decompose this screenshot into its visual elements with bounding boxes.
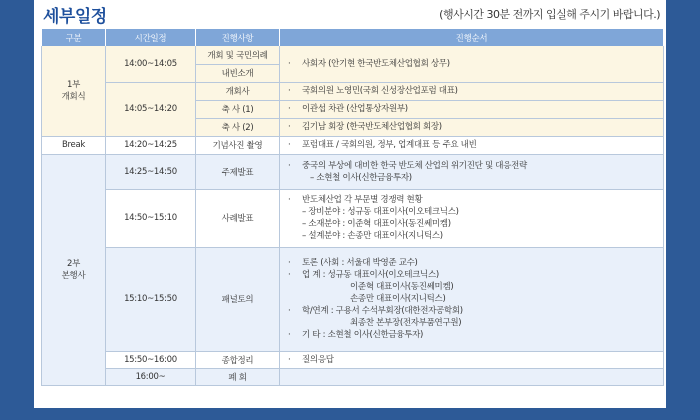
item-cell: 개회 및 국민의례	[196, 46, 280, 64]
order-cell: · 국회의원 노영민(국회 신성장산업포럼 대표)	[280, 82, 664, 100]
header-time: 시간일정	[106, 29, 196, 46]
time-cell: 14:00~14:05	[106, 46, 196, 82]
group-cell-opening: 1부 개회식	[42, 46, 106, 136]
item-cell: 내빈소개	[196, 64, 280, 82]
order-cell: · 질의응답	[280, 351, 664, 368]
item-cell: 축 사 (1)	[196, 100, 280, 118]
table-row	[42, 154, 664, 189]
item-cell: 사례발표	[196, 189, 280, 247]
page-title: 세부일정	[43, 7, 107, 27]
table-row	[42, 351, 664, 368]
header-group: 구분	[42, 29, 106, 46]
group-cell-main: 2부 본행사	[42, 154, 106, 385]
order-cell: · 중국의 부상에 대비한 한국 반도체 산업의 위기진단 및 대응전략 – 소현철 이사(신한금융투자)	[280, 154, 664, 189]
item-cell: 축 사 (2)	[196, 118, 280, 136]
schedule-table	[41, 29, 664, 386]
item-cell: 폐 회	[196, 368, 280, 385]
order-cell: · 반도체산업 각 부문별 경쟁력 현황 – 장비분야 : 성규동 대표이사(이오테크닉스) – 소재분야 : 이준혁 대표이사(동진쎄미켐) – 설계분야 : 손종만 대표이사(지니틱스)	[280, 189, 664, 247]
time-cell: 14:20~14:25	[106, 136, 196, 154]
schedule-panel	[34, 0, 666, 408]
time-cell: 15:10~15:50	[106, 247, 196, 351]
group-cell-break: Break	[42, 136, 106, 154]
order-cell: · 사회자 (안기현 한국반도체산업협회 상무)	[280, 46, 664, 82]
time-cell: 14:50~15:10	[106, 189, 196, 247]
item-cell: 기념사진 촬영	[196, 136, 280, 154]
item-cell: 개회사	[196, 82, 280, 100]
table-header-row	[42, 29, 664, 46]
order-cell: · 이관섭 차관 (산업통상자원부)	[280, 100, 664, 118]
table-row	[42, 368, 664, 385]
header-item: 진행사항	[196, 29, 280, 46]
order-cell: · 포럼대표 / 국회의원, 정부, 업계대표 등 주요 내빈	[280, 136, 664, 154]
time-cell: 16:00~	[106, 368, 196, 385]
table-row	[42, 136, 664, 154]
order-cell: · 토론 (사회 : 서울대 박영준 교수) · 업 계 : 성규동 대표이사(이오테크닉스) 이준혁 대표이사(동진쎄미켐) 손종만 대표이사(지니틱스) · 학/연계 : 구용서 수석부회장(대한전자공학회) 최종찬 본부장(전자부품연구원) · 기 타 : 소현철 이사(신한금융투자)	[280, 247, 664, 351]
table-row	[42, 189, 664, 247]
table-row	[42, 247, 664, 351]
item-cell: 종합정리	[196, 351, 280, 368]
table-row	[42, 82, 664, 100]
item-cell: 패널토의	[196, 247, 280, 351]
time-cell: 14:25~14:50	[106, 154, 196, 189]
table-row	[42, 46, 664, 64]
item-cell: 주제발표	[196, 154, 280, 189]
time-cell: 15:50~16:00	[106, 351, 196, 368]
order-cell: · 김기남 회장 (한국반도체산업협회 회장)	[280, 118, 664, 136]
arrival-note: (행사시간 30분 전까지 입실해 주시기 바랍니다.)	[439, 8, 660, 21]
order-cell	[280, 368, 664, 385]
time-cell: 14:05~14:20	[106, 82, 196, 136]
header-order: 진행순서	[280, 29, 664, 46]
